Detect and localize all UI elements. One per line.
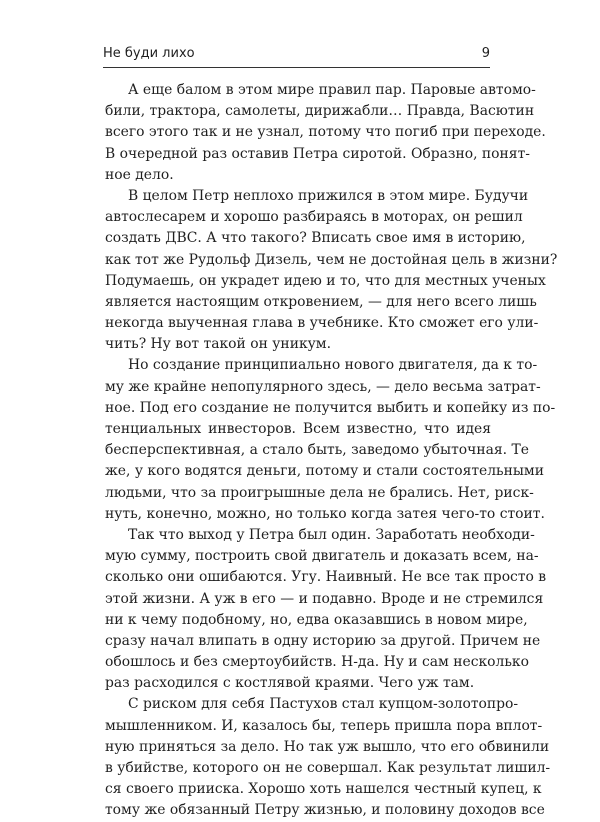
text-line: всего этого так и не узнал, потому что погиб при переходе. bbox=[105, 124, 546, 141]
running-title: Не буди лихо bbox=[103, 46, 195, 61]
text-line: как тот же Рудольф Дизель, чем не достойная цель в жизни? bbox=[105, 251, 558, 268]
text-line: ную приняться за дело. Но так уж вышло, что его обвинили bbox=[105, 738, 550, 755]
text-line: сразу начал влипать в одну историю за другой. Причем не bbox=[105, 632, 541, 649]
text-line: в убийстве, которого он не совершал. Как результат лишил- bbox=[105, 760, 551, 776]
text-line: ное. Под его создание не получится выбить и копейку из по- bbox=[105, 399, 556, 416]
text-line: А еще балом в этом мире правил пар. Паровые автомо- bbox=[128, 82, 536, 98]
text-line: Но создание принципиально нового двигателя, да к то- bbox=[128, 357, 538, 374]
text-line: некогда выученная глава в учебнике. Кто сможет его ули- bbox=[105, 315, 539, 332]
text-line: автослесарем и хорошо разбираясь в моторах, он решил bbox=[105, 209, 523, 226]
text-line: ное дело. bbox=[105, 166, 174, 183]
text-line: ни к чему подобному, но, едва оказавшись в новом мире, bbox=[105, 611, 528, 628]
text-line: мую сумму, построить свой двигатель и доказать всем, на- bbox=[105, 548, 539, 565]
text-line: В очередной раз оставив Петра сиротой. Образно, понят- bbox=[105, 145, 530, 162]
text-line: раз расходился с костлявой краями. Чего уж там. bbox=[105, 675, 475, 692]
text-line: мышленником. И, казалось бы, теперь пришла пора вплот- bbox=[105, 717, 543, 734]
page-number: 9 bbox=[481, 46, 490, 61]
text-line: тенциальных инвесторов. Всем известно, что идея bbox=[105, 421, 491, 437]
text-line: этой жизни. А уж в его — и подавно. Вроде и не стремился bbox=[105, 590, 544, 607]
body-text bbox=[105, 80, 558, 822]
text-line: чить? Ну вот такой он уникум. bbox=[105, 336, 332, 353]
text-line: били, трактора, самолеты, дирижабли… Правда, Васютин bbox=[105, 103, 535, 120]
text-line: является настоящим откровением, — для него всего лишь bbox=[105, 293, 537, 310]
running-head bbox=[103, 46, 490, 66]
text-line: бесперспективная, а стало быть, заведомо убыточная. Те bbox=[105, 442, 529, 459]
text-line: людьми, что за проигрышные дела не брались. Нет, риск- bbox=[105, 484, 534, 501]
text-line: же, у кого водятся деньги, потому и стали состоятельными bbox=[105, 463, 544, 480]
text-line: обошлось и без смертоубийств. Н-да. Ну и сам несколько bbox=[105, 654, 529, 671]
text-line: Так что выход у Петра был один. Заработать необходи- bbox=[128, 526, 535, 543]
text-line: ся своего прииска. Хорошо хоть нашелся честный купец, к bbox=[105, 781, 542, 798]
text-line: нуть, конечно, можно, но только когда затея чего-то стоит. bbox=[105, 505, 545, 522]
text-line: сколько они ошибаются. Угу. Наивный. Не все так просто в bbox=[105, 569, 547, 586]
text-line: тому же обязанный Петру жизнью, и половину доходов все bbox=[105, 802, 545, 819]
text-line: создать ДВС. А что такого? Вписать свое имя в историю, bbox=[105, 230, 526, 247]
text-line: С риском для себя Пастухов стал купцом-золотопро- bbox=[128, 696, 519, 713]
text-line: му же крайне непопулярного здесь, — дело весьма затрат- bbox=[105, 378, 541, 395]
text-line: В целом Петр неплохо прижился в этом мире. Будучи bbox=[128, 187, 529, 204]
text-line: Подумаешь, он украдет идею и то, что для местных ученых bbox=[105, 272, 546, 289]
header-rule bbox=[103, 67, 490, 68]
